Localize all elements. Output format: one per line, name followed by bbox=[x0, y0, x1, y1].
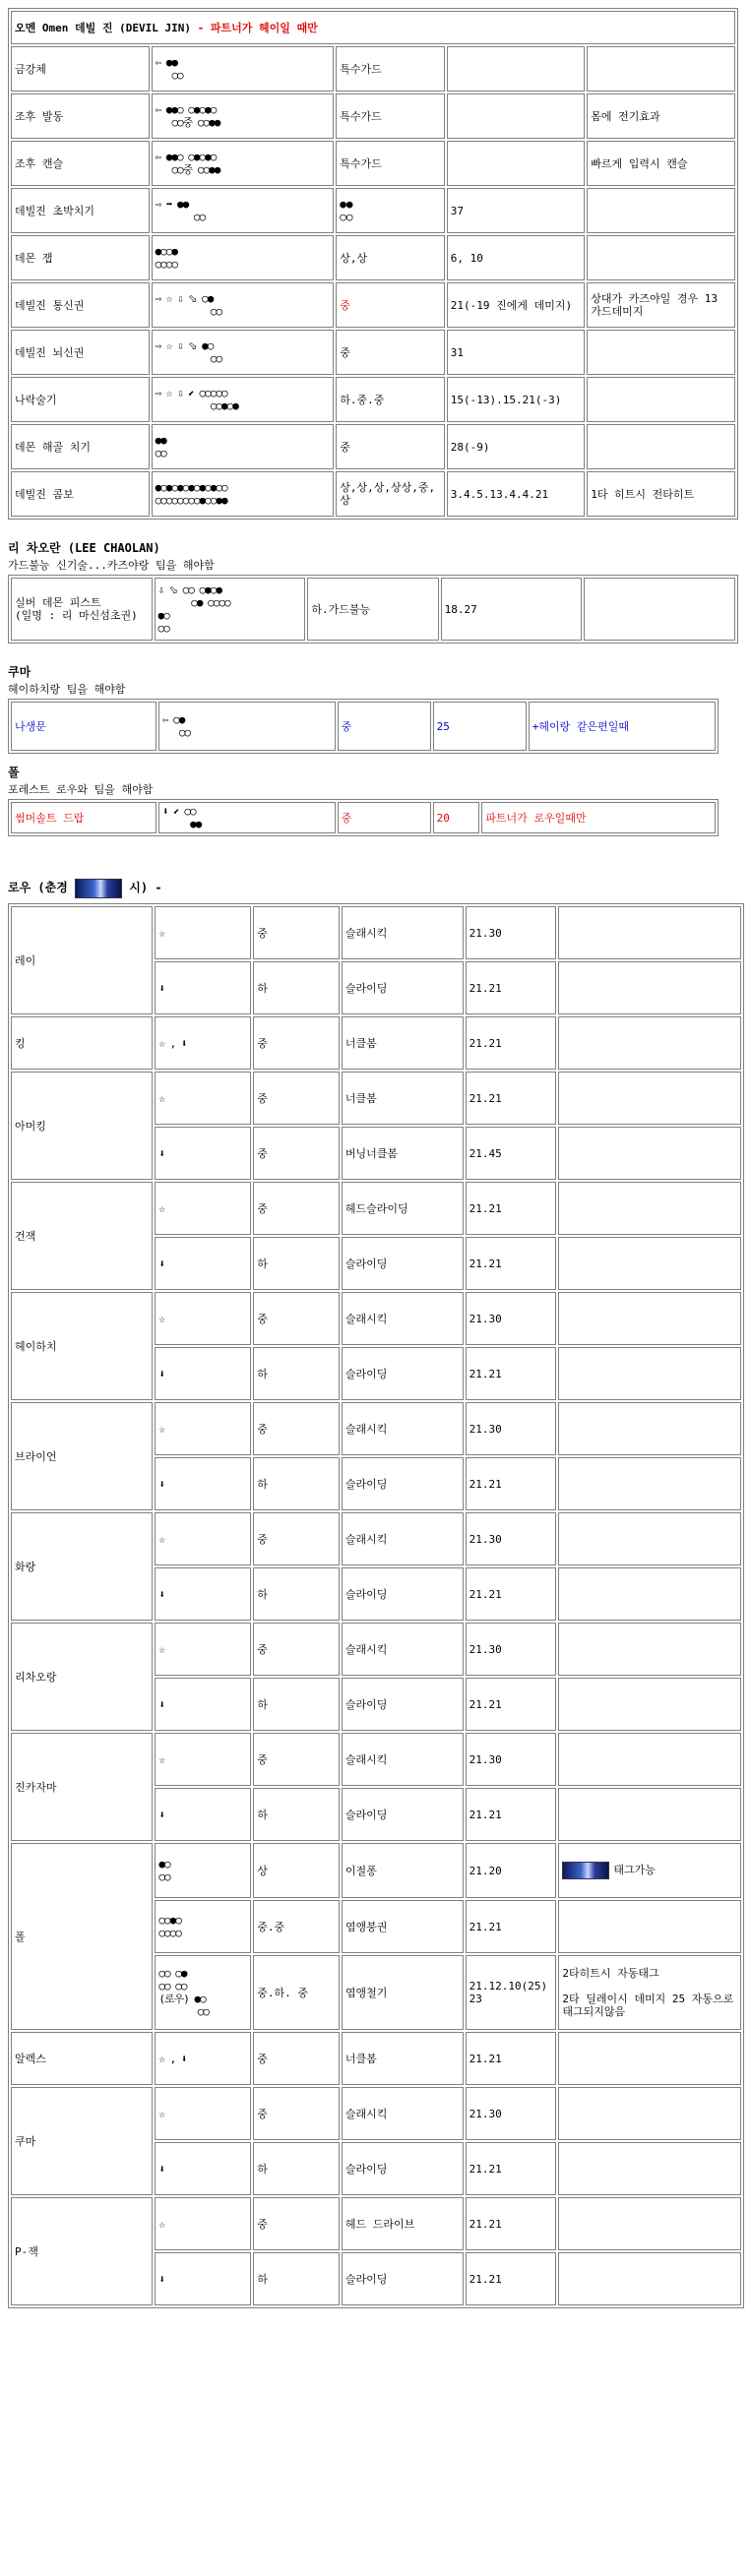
move-command: ⇦ ○● ○○ bbox=[158, 702, 336, 751]
table-row bbox=[11, 282, 735, 328]
partner-name: 화랑 bbox=[11, 1512, 153, 1621]
damage bbox=[447, 46, 586, 92]
damage: 21.21 bbox=[466, 1457, 557, 1510]
table-row bbox=[11, 46, 735, 92]
hit-level: 하 bbox=[253, 1678, 340, 1731]
damage: 25 bbox=[433, 702, 527, 751]
hit-level: 중 bbox=[253, 1072, 340, 1125]
hit-level: 하 bbox=[253, 1457, 340, 1510]
move-command: ●○ ○○ bbox=[155, 1843, 251, 1898]
lee-table bbox=[8, 575, 738, 644]
damage bbox=[447, 141, 586, 186]
move-command: ⬇ bbox=[155, 961, 251, 1014]
note bbox=[558, 1457, 741, 1510]
damage: 15(-13).15.21(-3) bbox=[447, 377, 586, 422]
hit-level: 중 bbox=[253, 2087, 340, 2140]
table-row bbox=[11, 2032, 741, 2085]
note bbox=[558, 1512, 741, 1565]
damage: 6, 10 bbox=[447, 235, 586, 280]
damage: 31 bbox=[447, 330, 586, 375]
devil-jin-title-text: 오멘 Omen 데빌 진 (DEVIL JIN) bbox=[15, 21, 191, 34]
damage: 21.21 bbox=[466, 1182, 557, 1235]
move-command: ○○ ○● ○○ ○○ (로우) ●○ ○○ bbox=[155, 1955, 251, 2030]
move-command: ⬇ bbox=[155, 1347, 251, 1400]
note bbox=[558, 1788, 741, 1841]
hit-level: 중 bbox=[338, 702, 431, 751]
note bbox=[587, 46, 735, 92]
lee-title: 리 차오란 (LEE CHAOLAN) bbox=[8, 541, 160, 555]
hit-level: 특수가드 bbox=[336, 141, 444, 186]
hit-level: 하.가드불능 bbox=[307, 578, 438, 641]
hit-level: 하 bbox=[253, 2252, 340, 2305]
table-row bbox=[11, 141, 735, 186]
move-name: 금강체 bbox=[11, 46, 150, 92]
move-name: 데몬 잽 bbox=[11, 235, 150, 280]
move-name: 슬라이딩 bbox=[342, 2142, 464, 2195]
note: 상대가 카즈야일 경우 13 가드데미지 bbox=[587, 282, 735, 328]
devil-jin-title bbox=[11, 11, 735, 44]
table-row bbox=[11, 2087, 741, 2140]
damage: 18.27 bbox=[441, 578, 583, 641]
damage: 21.21 bbox=[466, 1900, 557, 1953]
move-name: 데빌진 초박치기 bbox=[11, 188, 150, 233]
move-command: ☆ , ⬇ bbox=[155, 2032, 251, 2085]
hit-level: 특수가드 bbox=[336, 46, 444, 92]
hit-level: 중 bbox=[336, 330, 444, 375]
note bbox=[558, 1402, 741, 1455]
move-command: ⬇ bbox=[155, 2142, 251, 2195]
hit-level: 하 bbox=[253, 1788, 340, 1841]
damage: 21.30 bbox=[466, 1623, 557, 1676]
paul-table bbox=[8, 799, 719, 836]
move-name: 너클봄 bbox=[342, 2032, 464, 2085]
move-name: 슬라이딩 bbox=[342, 961, 464, 1014]
damage: 21.21 bbox=[466, 1567, 557, 1621]
move-command: ○○●○ ○○○○ bbox=[155, 1900, 251, 1953]
hit-level: 중 bbox=[253, 1292, 340, 1345]
note bbox=[558, 1733, 741, 1786]
damage: 21.30 bbox=[466, 1733, 557, 1786]
hit-level: 중 bbox=[253, 1512, 340, 1565]
move-command: ⇨ ☆ ⇩ ⬂ ●○ ○○ bbox=[152, 330, 335, 375]
note bbox=[558, 2087, 741, 2140]
move-name: 슬래시킥 bbox=[342, 1512, 464, 1565]
damage: 21.21 bbox=[466, 1016, 557, 1070]
move-name: 조후 캔슬 bbox=[11, 141, 150, 186]
note bbox=[558, 1237, 741, 1290]
hit-level: 중 bbox=[336, 424, 444, 469]
hit-level: 중 bbox=[253, 1016, 340, 1070]
move-command: ⬇ bbox=[155, 1127, 251, 1180]
move-command: ☆ bbox=[155, 1072, 251, 1125]
hit-level: 중.중 bbox=[253, 1900, 340, 1953]
note: 파트너가 로우일때만 bbox=[481, 802, 716, 833]
hit-level: 중 bbox=[253, 1182, 340, 1235]
move-name: 슬라이딩 bbox=[342, 1678, 464, 1731]
note: 빠르게 입력시 캔슬 bbox=[587, 141, 735, 186]
hit-level: 중 bbox=[336, 282, 444, 328]
note bbox=[558, 1623, 741, 1676]
move-name: 이절퐁 bbox=[342, 1843, 464, 1898]
damage: 21.45 bbox=[466, 1127, 557, 1180]
partner-name: 리차오랑 bbox=[11, 1623, 153, 1731]
move-name: 엽앵철기 bbox=[342, 1955, 464, 2030]
move-command: ☆ bbox=[155, 906, 251, 959]
kuma-subtitle: 헤이하치랑 팀을 해야함 bbox=[8, 683, 126, 696]
paul-subtitle: 포레스트 로우와 팀을 해야함 bbox=[8, 783, 154, 796]
partner-name: 건잭 bbox=[11, 1182, 153, 1290]
table-row bbox=[11, 1843, 741, 1898]
hit-level: 중 bbox=[338, 802, 431, 833]
note bbox=[558, 1292, 741, 1345]
move-command: ⬇ bbox=[155, 1567, 251, 1621]
damage: 21.21 bbox=[466, 1237, 557, 1290]
note bbox=[558, 906, 741, 959]
note: +헤이랑 같은편일때 bbox=[529, 702, 716, 751]
table-row bbox=[11, 235, 735, 280]
move-name: 슬래시킥 bbox=[342, 2087, 464, 2140]
document-root bbox=[8, 8, 744, 2308]
move-name: 슬라이딩 bbox=[342, 1457, 464, 1510]
table-row bbox=[11, 578, 735, 641]
partner-name: 아머킹 bbox=[11, 1072, 153, 1180]
hit-level: 중.하. 중 bbox=[253, 1955, 340, 2030]
move-name: 나락술기 bbox=[11, 377, 150, 422]
hit-level: 하 bbox=[253, 1567, 340, 1621]
move-command: ●● ○○ bbox=[152, 424, 335, 469]
move-name: 슬래시킥 bbox=[342, 1292, 464, 1345]
damage: 21.30 bbox=[466, 2087, 557, 2140]
partner-name: 쿠마 bbox=[11, 2087, 153, 2195]
note bbox=[558, 961, 741, 1014]
damage: 21.30 bbox=[466, 1512, 557, 1565]
law-title-b: 시) - bbox=[122, 881, 162, 894]
note: 몸에 전기효과 bbox=[587, 93, 735, 139]
note: 2타히트시 자동태그 2타 딜레이시 데미지 25 자동으로 태그되지않음 bbox=[558, 1955, 741, 2030]
move-name: 슬라이딩 bbox=[342, 1788, 464, 1841]
move-command: ⇦ ●● ○○ bbox=[152, 46, 335, 92]
move-command: ☆ bbox=[155, 1733, 251, 1786]
note bbox=[587, 188, 735, 233]
move-command: ☆ bbox=[155, 1292, 251, 1345]
move-name: 데빌진 뇌신권 bbox=[11, 330, 150, 375]
move-name: 헤드 드라이브 bbox=[342, 2197, 464, 2250]
note bbox=[558, 1072, 741, 1125]
partner-name: P-잭 bbox=[11, 2197, 153, 2305]
table-row bbox=[11, 702, 716, 751]
move-command: ⇨ ➡ ●● ○○ bbox=[152, 188, 335, 233]
hit-level: 하 bbox=[253, 1237, 340, 1290]
hit-level: 중 bbox=[253, 1127, 340, 1180]
move-command: ⬇ bbox=[155, 1237, 251, 1290]
tekken-tag-logo-icon bbox=[562, 1862, 609, 1879]
damage: 21.21 bbox=[466, 2252, 557, 2305]
move-command: ●○○● ○○○○ bbox=[152, 235, 335, 280]
note bbox=[558, 2142, 741, 2195]
table-row bbox=[11, 1733, 741, 1786]
move-command: ⬇ bbox=[155, 2252, 251, 2305]
damage: 21.20 bbox=[466, 1843, 557, 1898]
note-text: 태그가능 bbox=[613, 1864, 656, 1876]
move-command: ⇨ ☆ ⇩ ⬋ ○○○○○ ○○●○● bbox=[152, 377, 335, 422]
move-name: 슬라이딩 bbox=[342, 2252, 464, 2305]
table-row bbox=[11, 1016, 741, 1070]
table-row bbox=[11, 906, 741, 959]
table-row bbox=[11, 1072, 741, 1125]
hit-level: 특수가드 bbox=[336, 93, 444, 139]
move-command: ⬇ ⬋ ○○ ●● bbox=[158, 802, 336, 833]
note bbox=[558, 1347, 741, 1400]
damage: 3.4.5.13.4.4.21 bbox=[447, 471, 586, 517]
move-name: 슬래시킥 bbox=[342, 1623, 464, 1676]
move-command: ⬇ bbox=[155, 1788, 251, 1841]
move-command: ☆ , ⬇ bbox=[155, 1016, 251, 1070]
table-row bbox=[11, 1292, 741, 1345]
move-command: ☆ bbox=[155, 1623, 251, 1676]
hit-level: 상 bbox=[253, 1843, 340, 1898]
damage: 28(-9) bbox=[447, 424, 586, 469]
hit-level: 상,상,상,상상,중,상 bbox=[336, 471, 444, 517]
hit-level: 중 bbox=[253, 1402, 340, 1455]
note bbox=[558, 2252, 741, 2305]
table-row bbox=[11, 1623, 741, 1676]
move-name: 슬래시킥 bbox=[342, 1402, 464, 1455]
note bbox=[587, 330, 735, 375]
move-command: ☆ bbox=[155, 2087, 251, 2140]
note bbox=[587, 235, 735, 280]
damage: 37 bbox=[447, 188, 586, 233]
damage: 21.21 bbox=[466, 1788, 557, 1841]
note bbox=[558, 1182, 741, 1235]
table-row bbox=[11, 188, 735, 233]
table-row bbox=[11, 802, 716, 833]
move-name: 너클봄 bbox=[342, 1072, 464, 1125]
note bbox=[558, 1678, 741, 1731]
note bbox=[558, 2197, 741, 2250]
note bbox=[558, 2032, 741, 2085]
partner-name: 진카자마 bbox=[11, 1733, 153, 1841]
tekken-tag-logo-icon bbox=[75, 879, 122, 898]
move-command: ☆ bbox=[155, 1182, 251, 1235]
move-command: ⇩ ⬂ ○○ ○●○● ○● ○○○○ ●○ ○○ bbox=[155, 578, 306, 641]
damage: 21.21 bbox=[466, 2142, 557, 2195]
move-name: 데빌진 콤보 bbox=[11, 471, 150, 517]
partner-name: 레이 bbox=[11, 906, 153, 1014]
partner-name: 킹 bbox=[11, 1016, 153, 1070]
partner-name: 폴 bbox=[11, 1843, 153, 2030]
hit-level: ●● ○○ bbox=[336, 188, 444, 233]
table-row bbox=[11, 424, 735, 469]
paul-title: 폴 bbox=[8, 766, 20, 779]
hit-level: 하 bbox=[253, 961, 340, 1014]
damage: 21.21 bbox=[466, 1678, 557, 1731]
devil-jin-title-note: - 파트너가 헤이일 때만 bbox=[190, 21, 318, 34]
damage: 20 bbox=[433, 802, 480, 833]
damage: 21.21 bbox=[466, 2197, 557, 2250]
move-name: 슬래시킥 bbox=[342, 906, 464, 959]
move-name: 슬라이딩 bbox=[342, 1567, 464, 1621]
law-table bbox=[8, 903, 744, 2308]
hit-level: 하 bbox=[253, 2142, 340, 2195]
move-command: ⇦ ●●○ ○●○●○ ○○중 ○○●● bbox=[152, 93, 335, 139]
note bbox=[558, 1900, 741, 1953]
move-command: ☆ bbox=[155, 1402, 251, 1455]
table-row bbox=[11, 1182, 741, 1235]
move-name: 슬래시킥 bbox=[342, 1733, 464, 1786]
move-command: ☆ bbox=[155, 2197, 251, 2250]
move-name: 슬라이딩 bbox=[342, 1347, 464, 1400]
hit-level: 중 bbox=[253, 1733, 340, 1786]
move-name: 헤드슬라이딩 bbox=[342, 1182, 464, 1235]
table-row bbox=[11, 1402, 741, 1455]
law-title-a: 로우 (춘경 bbox=[8, 881, 76, 894]
table-row bbox=[11, 93, 735, 139]
damage: 21.21 bbox=[466, 961, 557, 1014]
hit-level: 하.중.중 bbox=[336, 377, 444, 422]
devil-jin-table bbox=[8, 8, 738, 520]
damage: 21.30 bbox=[466, 1292, 557, 1345]
damage: 21.21 bbox=[466, 1347, 557, 1400]
lee-subtitle: 가드불능 신기술...카즈야랑 팀을 해야함 bbox=[8, 559, 215, 572]
move-name: 실버 데몬 피스트 (일명 : 리 마신섬초권) bbox=[11, 578, 153, 641]
move-name: 데빌진 통신권 bbox=[11, 282, 150, 328]
kuma-title: 쿠마 bbox=[8, 665, 31, 679]
kuma-table bbox=[8, 699, 719, 754]
table-row bbox=[11, 471, 735, 517]
note bbox=[558, 1843, 741, 1898]
damage bbox=[447, 93, 586, 139]
table-row bbox=[11, 2197, 741, 2250]
move-command: ☆ bbox=[155, 1512, 251, 1565]
damage: 21.30 bbox=[466, 906, 557, 959]
move-command: ⇦ ●●○ ○●○●○ ○○중 ○○●● bbox=[152, 141, 335, 186]
table-row bbox=[11, 377, 735, 422]
hit-level: 하 bbox=[253, 1347, 340, 1400]
partner-name: 헤이하치 bbox=[11, 1292, 153, 1400]
hit-level: 중 bbox=[253, 906, 340, 959]
move-name: 버닝너클봄 bbox=[342, 1127, 464, 1180]
move-name: 데몬 해골 치기 bbox=[11, 424, 150, 469]
move-name: 조후 발동 bbox=[11, 93, 150, 139]
damage: 21(-19 진에게 데미지) bbox=[447, 282, 586, 328]
note bbox=[587, 377, 735, 422]
partner-name: 알렉스 bbox=[11, 2032, 153, 2085]
move-name: 나생문 bbox=[11, 702, 156, 751]
note bbox=[558, 1016, 741, 1070]
move-name: 엽앵붕권 bbox=[342, 1900, 464, 1953]
note bbox=[587, 424, 735, 469]
move-command: ⬇ bbox=[155, 1678, 251, 1731]
damage: 21.21 bbox=[466, 2032, 557, 2085]
note: 1타 히트시 전타히트 bbox=[587, 471, 735, 517]
damage: 21.30 bbox=[466, 1402, 557, 1455]
table-row bbox=[11, 330, 735, 375]
move-command: ⇨ ☆ ⇩ ⬂ ○● ○○ bbox=[152, 282, 335, 328]
law-title bbox=[8, 876, 744, 899]
hit-level: 중 bbox=[253, 2032, 340, 2085]
damage: 21.21 bbox=[466, 1072, 557, 1125]
hit-level: 중 bbox=[253, 1623, 340, 1676]
move-name: 슬라이딩 bbox=[342, 1237, 464, 1290]
partner-name: 브라이언 bbox=[11, 1402, 153, 1510]
hit-level: 중 bbox=[253, 2197, 340, 2250]
damage: 21.12.10(25) 23 bbox=[466, 1955, 557, 2030]
move-name: 너클봄 bbox=[342, 1016, 464, 1070]
move-command: ⬇ bbox=[155, 1457, 251, 1510]
move-command: ●○●○●○●○●○●○○ ○○○○○○○○●○○●● bbox=[152, 471, 335, 517]
move-name: 썸머솔트 드랍 bbox=[11, 802, 156, 833]
hit-level: 상,상 bbox=[336, 235, 444, 280]
note bbox=[584, 578, 735, 641]
table-row bbox=[11, 1512, 741, 1565]
note bbox=[558, 1127, 741, 1180]
note bbox=[558, 1567, 741, 1621]
